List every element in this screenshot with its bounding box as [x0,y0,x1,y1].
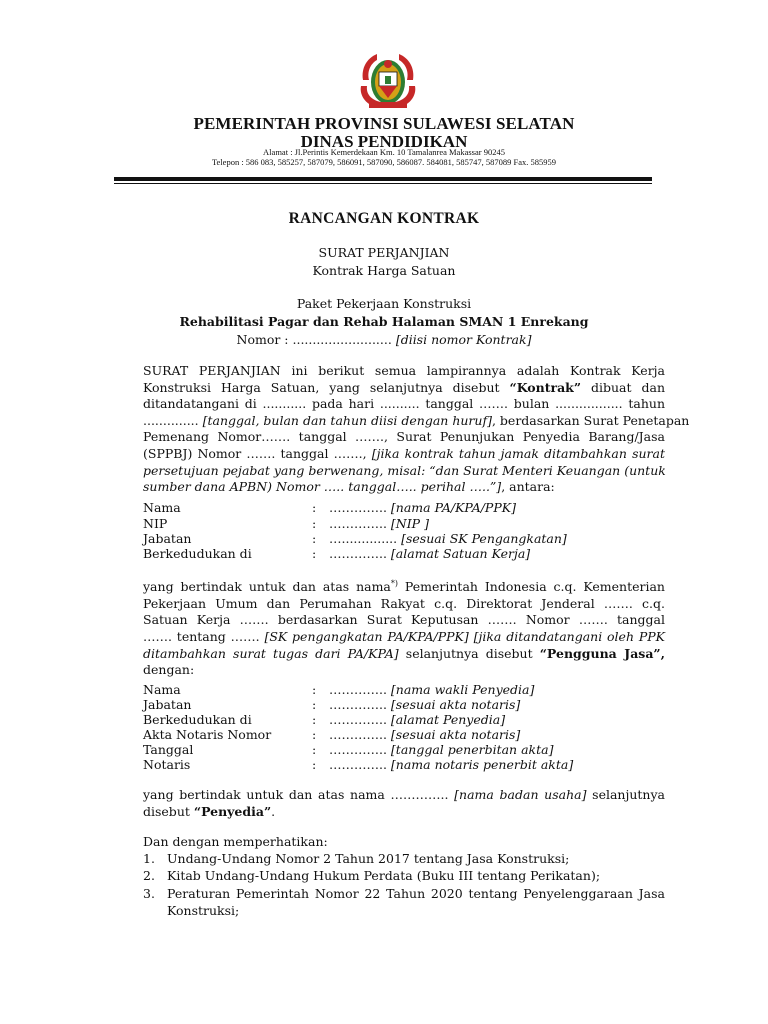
package-label: Paket Pekerjaan Konstruksi [296,296,472,311]
intro-line: (SPPBJ) Nomor ……. tanggal ……., [jika kontrak tahun jamak ditambahkan surat [143,445,665,461]
document-subtitle: SURAT PERJANJIAN [318,245,450,260]
party2-row-address: Berkedudukan di : ………….. [alamat Penyedia] [143,712,506,727]
party2-row-name: Nama : ………….. [nama wakli Penyedia] [143,682,535,697]
party2-row-date: Tanggal : ………….. [tanggal penerbitan akta] [143,742,554,757]
header-divider-thick [114,177,652,181]
intro-line: Pemenang Nomor……. tanggal ……., Surat Penunjukan Penyedia Barang/Jasa [143,429,665,445]
party1-row-nip: NIP : ………….. [NIP ] [143,516,429,531]
dept-name: DINAS PENDIDIKAN [300,132,468,151]
party2-row-notary-deed: Akta Notaris Nomor : ………….. [sesuai akta notaris] [143,727,521,742]
party2-row-jabatan: Jabatan : ………….. [sesuai akta notaris] [143,697,521,712]
intro-line: Konstruksi Harga Satuan, yang selanjutnya disebut “Kontrak” dibuat dan [143,379,665,395]
role-line: dengan: [143,662,195,678]
document-title: RANCANGAN KONTRAK [288,210,480,227]
role-line: disebut “Penyedia”. [143,803,276,819]
provincial-emblem-icon [355,50,421,112]
party1-row-address: Berkedudukan di : ………….. [alamat Satuan Kerja] [143,546,531,561]
intro-line: persetujuan pejabat yang berwenang, misal: “dan Surat Menteri Keuangan (untuk [143,462,666,478]
contract-number-text: Nomor : ......................... [236,332,396,347]
party2-row-notary: Notaris : ………….. [nama notaris penerbit akta] [143,757,574,772]
org-name: PEMERINTAH PROVINSI SULAWESI SELATAN [193,114,575,133]
org-address: Alamat : Jl.Perintis Kemerdekaan Km. 10 Tamalanrea Makassar 90245 [263,147,505,157]
contract-number [0,332,768,347]
party1-row-name: Nama : ………….. [nama PA/KPA/PPK] [143,500,516,515]
considering-heading: Dan dengan memperhatikan: [143,834,328,849]
intro-paragraph [143,363,690,496]
party1-role-paragraph [143,576,665,679]
role-line: ditambahkan surat tugas dari PA/KPA] selanjutnya disebut “Pengguna Jasa”, [143,645,665,661]
contract-type: Kontrak Harga Satuan [312,263,456,278]
role-line: yang bertindak untuk dan atas nama ………….. [nama badan usaha] selanjutnya [143,787,665,802]
header-divider-thin [114,183,652,184]
role-line: ……. tentang ……. [SK pengangkatan PA/KPA/PPK] [jika ditandatangani oleh PPK [143,628,665,644]
party2-role-paragraph [143,787,665,820]
party1-row-jabatan: Jabatan : ….............. [sesuai SK Pengangkatan] [143,531,567,546]
role-line: yang bertindak untuk dan atas nama*) Pemerintah Indonesia c.q. Kementerian [143,579,665,595]
intro-line: ditandatangani di ........... pada hari .......... tanggal ……. bulan ................. tahun [143,396,665,412]
role-line: Satuan Kerja ……. berdasarkan Surat Keputusan ……. Nomor ……. tanggal [143,612,665,628]
package-name: Rehabilitasi Pagar dan Rehab Halaman SMAN 1 Enrekang [179,314,589,329]
org-telephone: Telepon : 586 083, 585257, 587079, 586091, 587090, 586087. 584081, 585747, 587089 Fax. 585959 [211,157,557,167]
intro-line: sumber dana APBN) Nomor ….. tanggal….. perihal …..”], antara: [143,479,555,495]
intro-line: .............. [tanggal, bulan dan tahun diisi dengan huruf], berdasarkan Surat Penetapan [143,412,690,428]
contract-number-note: [diisi nomor Kontrak] [395,332,532,347]
intro-line: SURAT PERJANJIAN ini berikut semua lampirannya adalah Kontrak Kerja [143,363,665,378]
role-line: Pekerjaan Umum dan Perumahan Rakyat c.q. Direktorat Jenderal ……. c.q. [143,595,665,611]
